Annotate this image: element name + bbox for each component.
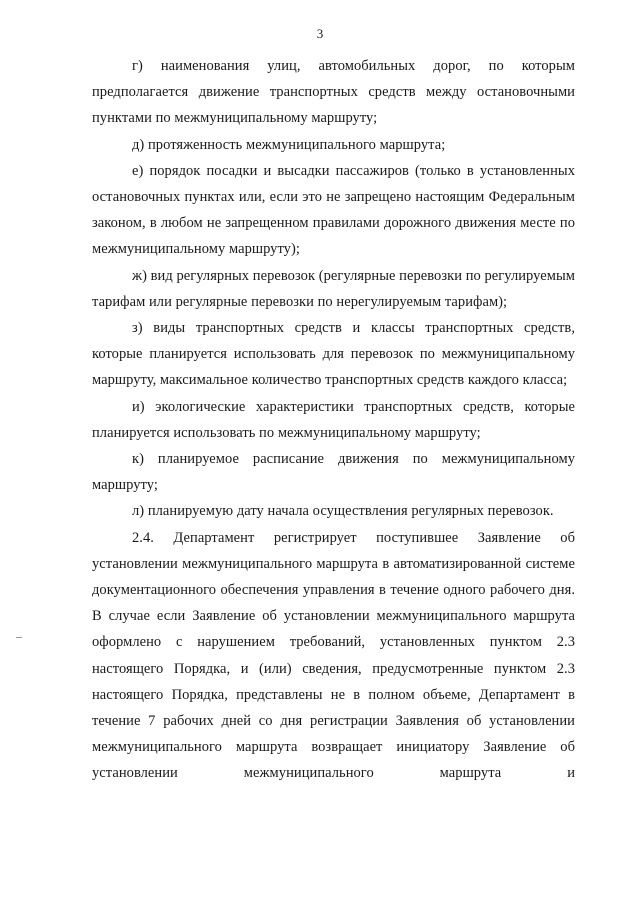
paragraph-section-2-4: 2.4. Департамент регистрирует поступившее Заявление об установлении межмуниципального маршрута в автоматизированной системе документационного обеспечения управления в течение одного рабочего дня. В случае если Заявление об установлении межмуниципального маршрута оформлено с нарушением требований, установленных пунктом 2.3 настоящего Порядка, и (или) сведения, предусмотренные пунктом 2.3 настоящего Порядка, представлены не в полном объеме, Департамент в течение 7 рабочих дней со дня регистрации Заявления об установлении межмуниципального маршрута возвращает инициатору Заявление об установлении межмуниципального маршрута и — [92, 529, 575, 782]
paragraph-item-z: з) виды транспортных средств и классы транспортных средств, которые планируется использовать для перевозок по межмуниципальному маршруту, максимальное количество транспортных средств каждого класса; — [92, 320, 575, 389]
page-number: 3 — [316, 26, 324, 41]
paragraph-item-e: е) порядок посадки и высадки пассажиров (только в установленных остановочных пунктах или, если это не запрещено настоящим Федеральным законом, в любом не запрещенном правилами дорожного движения месте по межмуниципальному маршруту); — [92, 162, 575, 258]
margin-mark — [16, 637, 22, 638]
paragraph-item-d: д) протяженность межмуниципального маршрута; — [132, 136, 446, 153]
paragraph-item-l: л) планируемую дату начала осуществления регулярных перевозок. — [132, 503, 554, 520]
paragraph-item-k: к) планируемое расписание движения по межмуниципальному маршруту; — [92, 451, 575, 494]
paragraph-item-zh: ж) вид регулярных перевозок (регулярные перевозки по регулируемым тарифам или регулярные перевозки по нерегулируемым тарифам); — [92, 267, 575, 310]
paragraph-item-g: г) наименования улиц, автомобильных дорог, по которым предполагается движение транспортных средств между остановочными пунктами по межмуниципальному маршруту; — [92, 58, 575, 127]
document-body — [92, 53, 575, 787]
paragraph-item-i: и) экологические характеристики транспортных средств, которые планируется использовать по межмуниципальному маршруту; — [92, 398, 575, 441]
